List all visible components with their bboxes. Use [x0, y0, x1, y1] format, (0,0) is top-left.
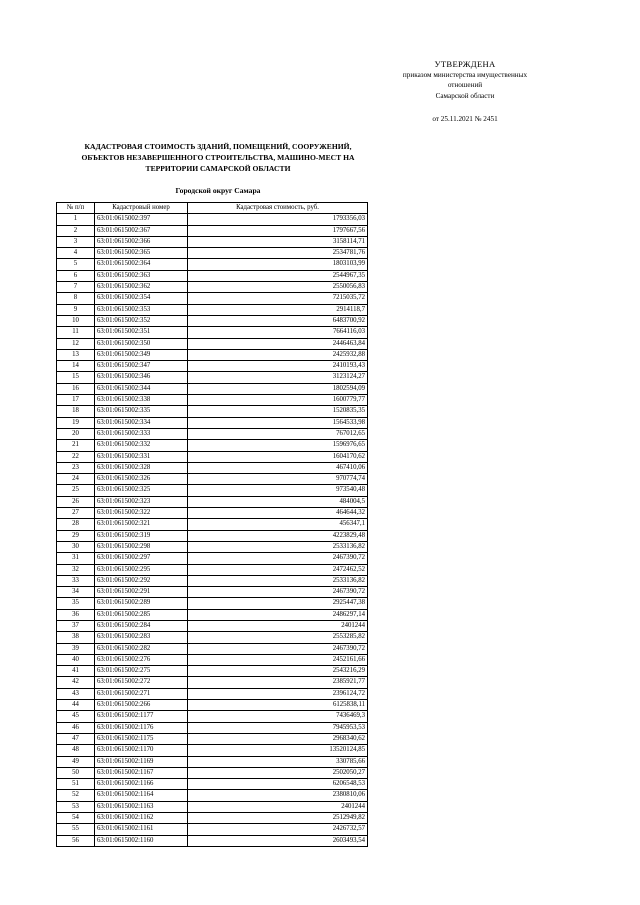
row-number-cell: 42	[57, 677, 95, 688]
cadastral-value-cell: 2452161,66	[188, 654, 368, 665]
cadastral-number-cell: 63:01:0615002:326	[95, 474, 188, 485]
row-number-cell: 13	[57, 349, 95, 360]
cadastral-value-cell: 1600779,77	[188, 395, 368, 406]
table-row	[57, 259, 368, 270]
cadastral-value-cell: 1803103,99	[188, 259, 368, 270]
cadastral-value-cell: 1520835,35	[188, 406, 368, 417]
cadastral-number-cell: 63:01:0615002:397	[95, 214, 188, 225]
cadastral-value-cell: 467410,06	[188, 462, 368, 473]
cadastral-value-cell: 767012,65	[188, 428, 368, 439]
table-row	[57, 225, 368, 236]
table-row	[57, 474, 368, 485]
cadastral-value-cell: 2467390,72	[188, 643, 368, 654]
cadastral-number-cell: 63:01:0615002:285	[95, 609, 188, 620]
cadastral-number-cell: 63:01:0615002:319	[95, 530, 188, 541]
table-row	[57, 462, 368, 473]
document-title-line: ОБЪЕКТОВ НЕЗАВЕРШЕННОГО СТРОИТЕЛЬСТВА, МАШИНО-МЕСТ НА	[81, 153, 355, 162]
table-row	[57, 428, 368, 439]
cadastral-value-cell: 2968340,62	[188, 733, 368, 744]
row-number-cell: 44	[57, 700, 95, 711]
cadastral-number-cell: 63:01:0615002:271	[95, 688, 188, 699]
cadastral-number-cell: 63:01:0615002:365	[95, 248, 188, 259]
table-row	[57, 722, 368, 733]
cadastral-number-cell: 63:01:0615002:346	[95, 372, 188, 383]
table-row	[57, 688, 368, 699]
table-row	[57, 496, 368, 507]
table-row	[57, 349, 368, 360]
row-number-cell: 47	[57, 733, 95, 744]
cadastral-value-cell: 6206548,53	[188, 779, 368, 790]
cadastral-number-cell: 63:01:0615002:325	[95, 485, 188, 496]
header-cadastral-value: Кадастровая стоимость, руб.	[188, 203, 368, 214]
row-number-cell: 10	[57, 315, 95, 326]
table-row	[57, 236, 368, 247]
cadastral-number-cell: 63:01:0615002:353	[95, 304, 188, 315]
cadastral-number-cell: 63:01:0615002:272	[95, 677, 188, 688]
row-number-cell: 20	[57, 428, 95, 439]
municipality-heading: Городской округ Самара	[175, 186, 261, 195]
row-number-cell: 38	[57, 632, 95, 643]
cadastral-number-cell: 63:01:0615002:276	[95, 654, 188, 665]
cadastral-value-cell: 2410193,43	[188, 361, 368, 372]
row-number-cell: 35	[57, 598, 95, 609]
cadastral-number-cell: 63:01:0615002:351	[95, 327, 188, 338]
row-number-cell: 46	[57, 722, 95, 733]
row-number-cell: 37	[57, 620, 95, 631]
row-number-cell: 53	[57, 801, 95, 812]
cadastral-value-cell: 1802594,09	[188, 383, 368, 394]
cadastral-value-cell: 2446463,84	[188, 338, 368, 349]
cadastral-value-cell: 2533136,82	[188, 575, 368, 586]
row-number-cell: 25	[57, 485, 95, 496]
cadastral-number-cell: 63:01:0615002:1176	[95, 722, 188, 733]
table-row	[57, 304, 368, 315]
row-number-cell: 6	[57, 270, 95, 281]
cadastral-value-table	[56, 202, 368, 847]
table-row	[57, 767, 368, 778]
row-number-cell: 33	[57, 575, 95, 586]
row-number-cell: 11	[57, 327, 95, 338]
table-row	[57, 440, 368, 451]
cadastral-value-cell: 6125838,11	[188, 700, 368, 711]
cadastral-value-cell: 2385921,77	[188, 677, 368, 688]
table-row	[57, 395, 368, 406]
cadastral-number-cell: 63:01:0615002:338	[95, 395, 188, 406]
cadastral-number-cell: 63:01:0615002:347	[95, 361, 188, 372]
row-number-cell: 24	[57, 474, 95, 485]
cadastral-value-cell: 13520124,85	[188, 745, 368, 756]
table-row	[57, 508, 368, 519]
cadastral-number-cell: 63:01:0615002:297	[95, 553, 188, 564]
table-row	[57, 745, 368, 756]
cadastral-number-cell: 63:01:0615002:1161	[95, 824, 188, 835]
cadastral-value-cell: 7664116,03	[188, 327, 368, 338]
table-row	[57, 654, 368, 665]
row-number-cell: 49	[57, 756, 95, 767]
cadastral-value-cell: 1604170,62	[188, 451, 368, 462]
cadastral-number-cell: 63:01:0615002:366	[95, 236, 188, 247]
cadastral-value-cell: 2534781,76	[188, 248, 368, 259]
table-row	[57, 756, 368, 767]
header-cadastral-number: Кадастровый номер	[95, 203, 188, 214]
document-title-line: ТЕРРИТОРИИ САМАРСКОЙ ОБЛАСТИ	[145, 164, 291, 173]
cadastral-value-cell: 7215035,72	[188, 293, 368, 304]
cadastral-value-cell: 1596976,65	[188, 440, 368, 451]
row-number-cell: 4	[57, 248, 95, 259]
row-number-cell: 9	[57, 304, 95, 315]
cadastral-number-cell: 63:01:0615002:323	[95, 496, 188, 507]
cadastral-value-cell: 2467390,72	[188, 553, 368, 564]
cadastral-number-cell: 63:01:0615002:322	[95, 508, 188, 519]
row-number-cell: 1	[57, 214, 95, 225]
table-row	[57, 632, 368, 643]
cadastral-number-cell: 63:01:0615002:344	[95, 383, 188, 394]
row-number-cell: 14	[57, 361, 95, 372]
cadastral-number-cell: 63:01:0615002:275	[95, 666, 188, 677]
row-number-cell: 29	[57, 530, 95, 541]
row-number-cell: 15	[57, 372, 95, 383]
cadastral-number-cell: 63:01:0615002:331	[95, 451, 188, 462]
row-number-cell: 18	[57, 406, 95, 417]
cadastral-value-cell: 484004,5	[188, 496, 368, 507]
cadastral-number-cell: 63:01:0615002:283	[95, 632, 188, 643]
cadastral-number-cell: 63:01:0615002:284	[95, 620, 188, 631]
cadastral-number-cell: 63:01:0615002:292	[95, 575, 188, 586]
row-number-cell: 12	[57, 338, 95, 349]
cadastral-value-cell: 3158114,71	[188, 236, 368, 247]
cadastral-value-cell: 2401244	[188, 801, 368, 812]
cadastral-number-cell: 63:01:0615002:1177	[95, 711, 188, 722]
cadastral-number-cell: 63:01:0615002:295	[95, 564, 188, 575]
table-row	[57, 700, 368, 711]
cadastral-number-cell: 63:01:0615002:349	[95, 349, 188, 360]
cadastral-number-cell: 63:01:0615002:266	[95, 700, 188, 711]
table-row	[57, 530, 368, 541]
table-row	[57, 541, 368, 552]
cadastral-value-cell: 2544967,35	[188, 270, 368, 281]
cadastral-number-cell: 63:01:0615002:335	[95, 406, 188, 417]
cadastral-number-cell: 63:01:0615002:298	[95, 541, 188, 552]
row-number-cell: 17	[57, 395, 95, 406]
table-row	[57, 677, 368, 688]
cadastral-value-cell: 2533136,82	[188, 541, 368, 552]
table-header-row	[57, 203, 368, 214]
table-row	[57, 338, 368, 349]
document-title	[48, 141, 388, 174]
row-number-cell: 40	[57, 654, 95, 665]
cadastral-value-cell: 2426732,57	[188, 824, 368, 835]
table-row	[57, 835, 368, 846]
table-row	[57, 801, 368, 812]
cadastral-number-cell: 63:01:0615002:291	[95, 587, 188, 598]
table-row	[57, 609, 368, 620]
cadastral-value-cell: 1797667,56	[188, 225, 368, 236]
table-row	[57, 406, 368, 417]
row-number-cell: 26	[57, 496, 95, 507]
cadastral-number-cell: 63:01:0615002:1175	[95, 733, 188, 744]
cadastral-value-cell: 970774,74	[188, 474, 368, 485]
table-row	[57, 372, 368, 383]
cadastral-number-cell: 63:01:0615002:1163	[95, 801, 188, 812]
row-number-cell: 48	[57, 745, 95, 756]
cadastral-number-cell: 63:01:0615002:1169	[95, 756, 188, 767]
cadastral-number-cell: 63:01:0615002:1170	[95, 745, 188, 756]
row-number-cell: 2	[57, 225, 95, 236]
cadastral-value-cell: 464644,32	[188, 508, 368, 519]
table-row	[57, 383, 368, 394]
cadastral-number-cell: 63:01:0615002:363	[95, 270, 188, 281]
cadastral-number-cell: 63:01:0615002:1167	[95, 767, 188, 778]
cadastral-number-cell: 63:01:0615002:362	[95, 282, 188, 293]
cadastral-value-cell: 2401244	[188, 620, 368, 631]
cadastral-value-cell: 2550056,83	[188, 282, 368, 293]
cadastral-number-cell: 63:01:0615002:1164	[95, 790, 188, 801]
row-number-cell: 16	[57, 383, 95, 394]
cadastral-number-cell: 63:01:0615002:282	[95, 643, 188, 654]
table-row	[57, 598, 368, 609]
table-row	[57, 485, 368, 496]
cadastral-value-cell: 1564533,98	[188, 417, 368, 428]
row-number-cell: 39	[57, 643, 95, 654]
row-number-cell: 32	[57, 564, 95, 575]
approval-date: от 25.11.2021 № 2451	[432, 115, 498, 124]
cadastral-number-cell: 63:01:0615002:354	[95, 293, 188, 304]
row-number-cell: 36	[57, 609, 95, 620]
row-number-cell: 28	[57, 519, 95, 530]
cadastral-value-cell: 1793356,03	[188, 214, 368, 225]
row-number-cell: 51	[57, 779, 95, 790]
table-row	[57, 293, 368, 304]
table-row	[57, 575, 368, 586]
row-number-cell: 41	[57, 666, 95, 677]
row-number-cell: 22	[57, 451, 95, 462]
approval-region-line: Самарской области	[435, 91, 495, 100]
cadastral-number-cell: 63:01:0615002:1160	[95, 835, 188, 846]
table-row	[57, 248, 368, 259]
cadastral-value-cell: 2603493,54	[188, 835, 368, 846]
table-row	[57, 643, 368, 654]
table-row	[57, 327, 368, 338]
header-row-number: № п/п	[57, 203, 95, 214]
row-number-cell: 31	[57, 553, 95, 564]
row-number-cell: 8	[57, 293, 95, 304]
cadastral-value-cell: 2425932,88	[188, 349, 368, 360]
cadastral-value-cell: 2467390,72	[188, 587, 368, 598]
cadastral-number-cell: 63:01:0615002:289	[95, 598, 188, 609]
cadastral-value-cell: 2553285,82	[188, 632, 368, 643]
cadastral-value-cell: 456347,1	[188, 519, 368, 530]
row-number-cell: 5	[57, 259, 95, 270]
table-row	[57, 315, 368, 326]
cadastral-value-cell: 2543216,29	[188, 666, 368, 677]
row-number-cell: 34	[57, 587, 95, 598]
row-number-cell: 50	[57, 767, 95, 778]
document-title-line: КАДАСТРОВАЯ СТОИМОСТЬ ЗДАНИЙ, ПОМЕЩЕНИЙ, СООРУЖЕНИЙ,	[84, 142, 352, 151]
cadastral-value-cell: 6483700,92	[188, 315, 368, 326]
row-number-cell: 55	[57, 824, 95, 835]
table-body	[57, 214, 368, 847]
cadastral-value-cell: 7436469,3	[188, 711, 368, 722]
row-number-cell: 21	[57, 440, 95, 451]
table-row	[57, 270, 368, 281]
cadastral-number-cell: 63:01:0615002:1166	[95, 779, 188, 790]
cadastral-value-cell: 2396124,72	[188, 688, 368, 699]
cadastral-value-cell: 3123124,27	[188, 372, 368, 383]
cadastral-number-cell: 63:01:0615002:364	[95, 259, 188, 270]
cadastral-value-cell: 2380810,06	[188, 790, 368, 801]
table-row	[57, 666, 368, 677]
approval-block	[385, 58, 545, 125]
row-number-cell: 43	[57, 688, 95, 699]
row-number-cell: 54	[57, 813, 95, 824]
cadastral-value-cell: 2914118,7	[188, 304, 368, 315]
row-number-cell: 56	[57, 835, 95, 846]
cadastral-number-cell: 63:01:0615002:350	[95, 338, 188, 349]
table-row	[57, 451, 368, 462]
cadastral-value-cell: 2925447,38	[188, 598, 368, 609]
table-row	[57, 587, 368, 598]
table-row	[57, 711, 368, 722]
table-row	[57, 282, 368, 293]
table-row	[57, 553, 368, 564]
cadastral-number-cell: 63:01:0615002:321	[95, 519, 188, 530]
table-row	[57, 620, 368, 631]
approval-order-line: приказом министерства имущественных	[402, 71, 528, 79]
cadastral-number-cell: 63:01:0615002:328	[95, 462, 188, 473]
cadastral-value-cell: 973540,48	[188, 485, 368, 496]
table-row	[57, 214, 368, 225]
cadastral-number-cell: 63:01:0615002:367	[95, 225, 188, 236]
cadastral-number-cell: 63:01:0615002:1162	[95, 813, 188, 824]
row-number-cell: 7	[57, 282, 95, 293]
table-row	[57, 564, 368, 575]
row-number-cell: 27	[57, 508, 95, 519]
row-number-cell: 3	[57, 236, 95, 247]
row-number-cell: 19	[57, 417, 95, 428]
cadastral-number-cell: 63:01:0615002:333	[95, 428, 188, 439]
cadastral-value-cell: 2472462,52	[188, 564, 368, 575]
cadastral-value-cell: 2512949,82	[188, 813, 368, 824]
row-number-cell: 30	[57, 541, 95, 552]
cadastral-value-cell: 2486297,14	[188, 609, 368, 620]
table-row	[57, 813, 368, 824]
table-row	[57, 417, 368, 428]
cadastral-number-cell: 63:01:0615002:332	[95, 440, 188, 451]
cadastral-value-cell: 330785,66	[188, 756, 368, 767]
cadastral-number-cell: 63:01:0615002:352	[95, 315, 188, 326]
row-number-cell: 52	[57, 790, 95, 801]
table-row	[57, 733, 368, 744]
approval-stamp-heading: УТВЕРЖДЕНА	[434, 59, 496, 69]
row-number-cell: 23	[57, 462, 95, 473]
table-row	[57, 361, 368, 372]
cadastral-number-cell: 63:01:0615002:334	[95, 417, 188, 428]
cadastral-value-cell: 2502050,27	[188, 767, 368, 778]
cadastral-value-cell: 4223829,48	[188, 530, 368, 541]
table-row	[57, 790, 368, 801]
table-row	[57, 824, 368, 835]
approval-order-line: отношений	[447, 81, 483, 90]
cadastral-value-cell: 7945953,53	[188, 722, 368, 733]
table-row	[57, 519, 368, 530]
row-number-cell: 45	[57, 711, 95, 722]
table-row	[57, 779, 368, 790]
